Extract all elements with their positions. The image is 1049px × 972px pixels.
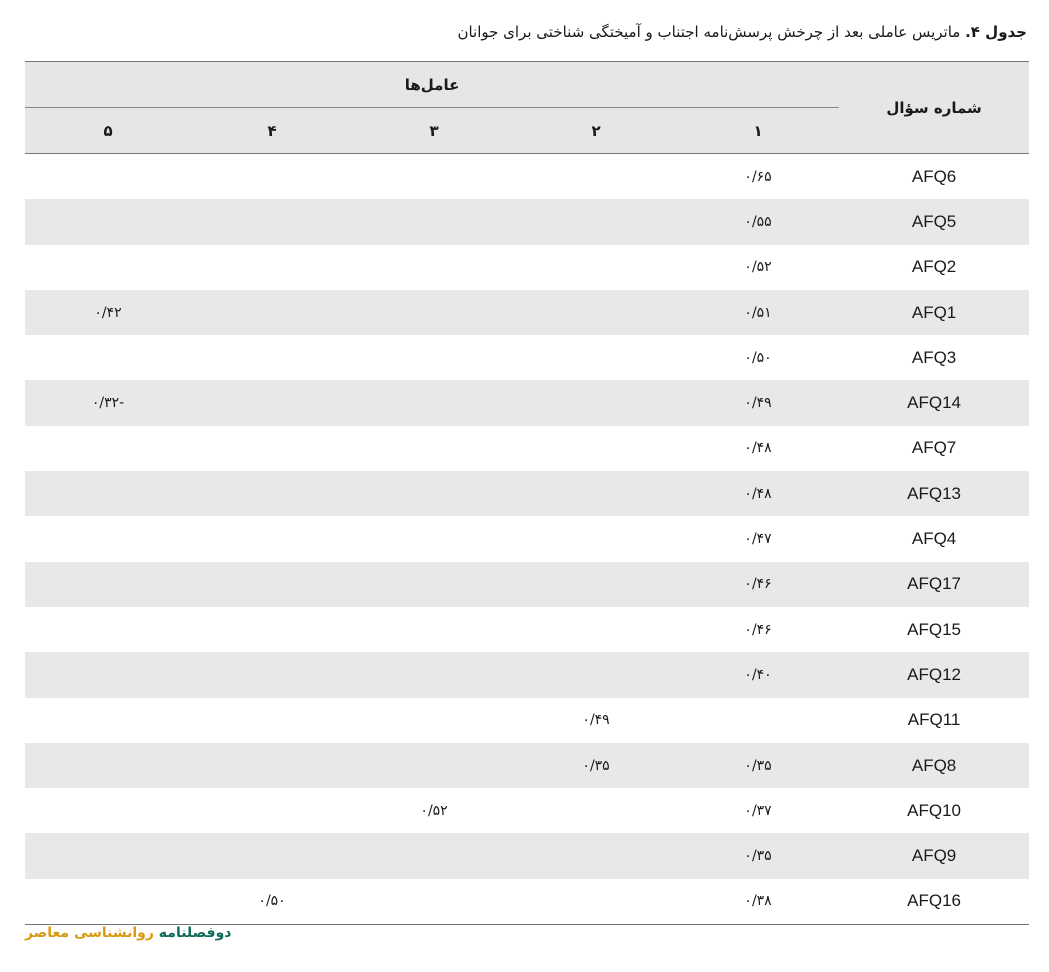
factor-4-loading-cell [191,607,353,652]
factor-3-loading-cell [353,652,515,697]
factor-5-loading-cell [25,652,191,697]
factor-5-loading-cell [25,879,191,925]
factor-1-loading-cell: ۰/۶۵ [744,168,772,185]
factor-3-loading-cell [353,245,515,290]
factor-4-loading-cell [191,426,353,471]
table-row [25,833,1029,878]
factor-3-loading-cell [353,607,515,652]
factor-5-loading-cell [25,516,191,561]
factor-2-loading-cell [515,607,677,652]
table-row [25,471,1029,516]
factor-1-loading-cell: ۰/۵۰ [744,349,772,366]
question-id-cell: AFQ1 [839,290,1029,335]
factor-5-loading-cell [25,833,191,878]
factor-5-loading-cell: ۰/۴۲ [25,290,191,335]
factor-2-loading-cell [515,245,677,290]
table-row [25,245,1029,290]
factor-4-loading-cell [191,516,353,561]
factor-1-loading-cell: ۰/۴۷ [744,531,772,548]
factor-5-loading-cell [25,788,191,833]
table-caption-label: جدول ۴. [965,23,1027,41]
question-id-cell: AFQ12 [839,652,1029,697]
question-id-cell: AFQ5 [839,199,1029,244]
table-row [25,743,1029,788]
factor-3-loading-cell [353,380,515,425]
table-row [25,516,1029,561]
factor-3-loading-cell [353,743,515,788]
factor-3-loading-cell [353,879,515,925]
factor-2-loading-cell [515,471,677,516]
factors-group-header: عامل‌ها [25,62,839,108]
factor-4-loading-cell [191,335,353,380]
question-id-cell: AFQ7 [911,438,957,458]
factor-1-loading-cell: ۰/۳۵ [677,833,839,878]
factor-3-loading-cell [353,698,515,743]
factor-2-loading-cell [515,652,677,697]
question-id-cell: AFQ3 [911,347,957,367]
factor-2-loading-cell [515,833,677,878]
table-row [25,154,1029,200]
factor-1-loading-cell: ۰/۴۹ [677,380,839,425]
question-id-cell: AFQ14 [839,380,1029,425]
question-id-cell: AFQ11 [907,710,961,730]
factor-5-loading-cell [25,471,191,516]
factor-2-loading-cell [515,154,677,200]
factor-3-loading-cell [353,426,515,471]
table-body [25,154,1029,925]
journal-name-part2: روانشناسی معاصر [25,925,159,941]
factor-4-loading-cell: ۰/۵۰ [258,893,286,910]
table-row [25,199,1029,244]
factor-1-loading-cell: ۰/۴۸ [744,440,772,457]
factor-5-loading-cell [25,245,191,290]
question-id-cell: AFQ9 [839,833,1029,878]
factor-4-loading-cell [191,471,353,516]
question-id-cell: AFQ8 [839,743,1029,788]
question-id-cell: AFQ4 [911,529,957,549]
factor-5-loading-cell [25,607,191,652]
factor-2-loading-cell [515,290,677,335]
factor-1-loading-cell: ۰/۳۸ [744,893,772,910]
factor-1-loading-cell: ۰/۵۲ [744,259,772,276]
factor-1-loading-cell: ۰/۳۵ [677,743,839,788]
question-id-cell: AFQ17 [839,562,1029,607]
factor-2-loading-cell: ۰/۳۵ [515,743,677,788]
journal-name-part1: دوفصلنامه [158,925,232,941]
question-id-cell: AFQ13 [839,471,1029,516]
factor-5-loading-cell [25,743,191,788]
table-row [25,426,1029,471]
factor-3-loading-cell [353,199,515,244]
factor-2-header: ۲ [515,108,677,154]
factor-3-loading-cell [353,562,515,607]
table-row [25,335,1029,380]
factor-2-loading-cell [515,380,677,425]
factor-4-loading-cell [191,380,353,425]
table-row [25,652,1029,697]
factor-4-loading-cell [191,698,353,743]
factor-3-loading-cell [353,516,515,561]
factor-1-loading-cell: ۰/۴۶ [677,562,839,607]
factor-1-loading-cell: ۰/۴۶ [744,621,772,638]
factor-2-loading-cell [515,199,677,244]
factor-3-loading-cell: ۰/۵۲ [420,802,448,819]
factor-1-loading-cell: ۰/۵۵ [677,199,839,244]
factor-5-loading-cell [25,199,191,244]
factor-4-loading-cell [191,290,353,335]
journal-logo [25,925,231,941]
factor-1-loading-cell: ۰/۴۸ [677,471,839,516]
factor-5-loading-cell [25,562,191,607]
factor-3-loading-cell [353,471,515,516]
factor-3-loading-cell [353,833,515,878]
question-number-header: شماره سؤال [839,62,1029,154]
factor-1-loading-cell: ۰/۴۰ [677,652,839,697]
table-row [25,879,1029,925]
question-id-cell: AFQ2 [911,257,957,277]
factor-1-header: ۱ [677,108,839,154]
table-row [25,290,1029,335]
table-header [25,62,1029,154]
table-row [25,562,1029,607]
factor-3-loading-cell [353,290,515,335]
factor-2-loading-cell: ۰/۴۹ [582,712,610,729]
factor-4-header: ۴ [191,108,353,154]
factor-2-loading-cell [515,516,677,561]
question-id-cell: AFQ15 [907,619,961,639]
factor-2-loading-cell [515,562,677,607]
table-row [25,698,1029,743]
table-row [25,788,1029,833]
factor-5-loading-cell [25,426,191,471]
question-id-cell: AFQ6 [911,166,957,186]
factor-4-loading-cell [191,743,353,788]
factor-4-loading-cell [191,652,353,697]
factor-1-loading-cell [677,698,839,743]
factor-5-loading-cell: -۰/۳۲ [25,380,191,425]
factor-5-loading-cell [25,698,191,743]
factor-5-loading-cell [25,154,191,200]
factor-2-loading-cell [515,879,677,925]
table-caption-text: ماتریس عاملی بعد از چرخش پرسش‌نامه اجتناب و آمیختگی شناختی برای جوانان [457,23,966,41]
factor-4-loading-cell [191,788,353,833]
factor-4-loading-cell [191,562,353,607]
factor-3-loading-cell [353,154,515,200]
question-id-cell: AFQ16 [907,891,961,911]
table-row [25,607,1029,652]
factor-2-loading-cell [515,788,677,833]
question-id-cell: AFQ10 [907,800,961,820]
factor-matrix-table [25,61,1029,925]
factor-4-loading-cell [191,245,353,290]
factor-3-loading-cell [353,335,515,380]
table-row [25,380,1029,425]
factor-4-loading-cell [191,154,353,200]
factor-3-header: ۳ [353,108,515,154]
factor-5-loading-cell [25,335,191,380]
factor-4-loading-cell [191,199,353,244]
factor-1-loading-cell: ۰/۳۷ [744,802,772,819]
factor-4-loading-cell [191,833,353,878]
table-caption [20,20,1027,44]
factor-2-loading-cell [515,426,677,471]
factor-5-header: ۵ [25,108,191,154]
factor-2-loading-cell [515,335,677,380]
factor-1-loading-cell: ۰/۵۱ [677,290,839,335]
